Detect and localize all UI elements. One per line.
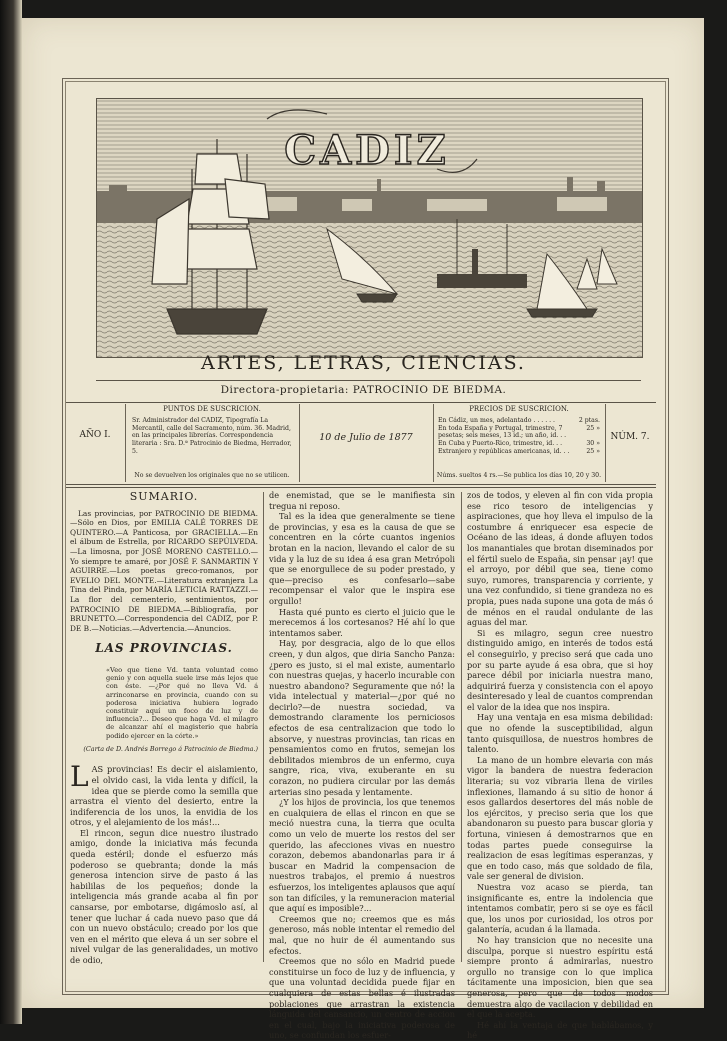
- precios-cell: [433, 404, 604, 482]
- column-rule: [263, 492, 264, 962]
- price-row: [438, 440, 600, 448]
- drop-cap: L: [70, 760, 89, 794]
- paragraph: Si es milagro, segun cree nuestro distinguido amigo, en interés de todos está el conseguirlo, y preciso será que cada uno por su parte ayude á esa obra, que si hoy parece débil por iniciarla nuestra mano, adquirirá fuerza y consistencia con el apoyo desinteresado y leal de cuantos comprendan el valor de la idea que nos inspira.: [467, 627, 653, 712]
- price-row: [438, 425, 600, 441]
- price-value: 25 »: [586, 424, 600, 432]
- paragraph: de enemistad, que se le manifiesta sin tregua ni reposo.: [269, 490, 455, 511]
- paragraph: AS provincias! Es decir el aislamiento, el olvido casi, la vida lenta y difícil, la idea que se pierde como la semilla que arrastra el viento del desierto, entre la indiferencia de los unos, la envidia de los otros, y el alejamiento de los más!...: [70, 764, 258, 828]
- info-bar: [67, 404, 653, 482]
- price-row: [438, 448, 600, 456]
- paragraph: Hay una ventaja en esa misma debilidad: que no ofende la susceptibilidad, algun tanto quisquillosa, de nuestros hombres de talento.: [467, 712, 653, 755]
- price-label: Extranjero y repúblicas americanas, id. . .: [438, 447, 570, 455]
- column-2: [269, 490, 455, 1041]
- book-spine: [0, 0, 22, 1024]
- sumario-title: SUMARIO.: [129, 490, 199, 503]
- price-label: En Cádiz, un mes, adelantado . . . . . .: [438, 416, 556, 424]
- precios-list: [434, 417, 604, 456]
- price-value: 25 »: [586, 447, 600, 455]
- paragraph: Nuestra voz acaso se pierda, tan insignificante es, entre la indolencia que intentamos combatir, pero si se oye es fácil que, los unos por curiosidad, los otros por galantería, acudan á la llamada.: [467, 881, 653, 935]
- paragraph: Hé ahí la ventaja de que hablábamos, y hé: [467, 1019, 653, 1041]
- paragraph: zos de todos, y eleven al fin con vida propia ese rico tesoro de inteligencias y aspiraciones, que hoy lleva el impulso de la costumbre á enriquecer esa especie de Océano de las ideas, á donde afluyen todos los manantiales que brotan diseminados por el fértil suelo de España, sin pensar ¡ay! que el arroyo, por débil que sea, tiene como suyo, rumores, transparencia y corriente, y una vez confundido, si tiene grandeza no es propia, pues nada supone una gota de más ó de ménos en el raudal ondulante de las aguas del mar.: [467, 490, 653, 628]
- epigraph-signature: (Carta de D. Andrés Borrego á Patrocinio de Biedma.): [83, 744, 258, 753]
- column-1: [70, 490, 258, 966]
- number-cell: [605, 404, 654, 482]
- sumario-text: Las provincias, por PATROCINIO DE BIEDMA.—Sólo en Dios, por EMILIA CALÉ TORRES DE QUINTERO.—A Panticosa, por GRACIELLA.—En el álbum de Estrella, por RICARDO SEPÚLVEDA.—La limosna, por JOSÉ MORENO CASTELLO.—Yo siempre te amaré, por JOSÉ F. SANMARTIN Y AGUIRRE.—Los poetas greco-romanos, por EVELIO DEL MONTE.—Literatura extranjera La Tina del Pinda, por MARÍA LETICIA RATTAZZI.—La flor del cementerio, sentimientos, por PATROCINIO DE BIEDMA.—Bibliografía, por BRUNETTO.—Correspondencia del CADIZ, por P. DE B.—Noticias.—Advertencia.—Anuncios.: [70, 508, 258, 633]
- price-label: En toda España y Portugal, trimestre, 7 pesetas; seis meses, 13 id.; un año, id. . .: [438, 424, 567, 440]
- paragraph: Hasta qué punto es cierto el juicio que le merecemos á los cortesanos? Hé ahí lo que intentamos saber.: [269, 606, 455, 638]
- masthead-engraving: [96, 98, 643, 358]
- motto: ARTES, LETRAS, CIENCIAS.: [201, 352, 526, 374]
- column-rule: [461, 492, 462, 962]
- numeros-note: Núms. sueltos 4 rs.—Se publica los días 10, 20 y 30.: [436, 472, 602, 480]
- epigraph: «Veo que tiene Vd. tanta voluntad como genio y con aquella suele irse más lejos que con éste. —¿Por qué no lleva Vd. á arrinconarse en provincia, cuando con su poderosa iniciativa hubiera logrado constituir aquí un foco de luz y de influencia?... Deseo que haga Vd. el milagro de alcanzar ahí el magisterio que habría podido ejercer en la córte.»: [106, 665, 258, 740]
- director-line: Directora-propietaria: PATROCINIO DE BIEDMA.: [220, 384, 507, 396]
- price-value: 2 ptas.: [578, 416, 600, 424]
- rule: [96, 380, 641, 381]
- paragraph: El rincon, segun dice nuestro ilustrado amigo, donde la iniciativa más fecunda queda estéril; donde el esfuerzo más poderoso se quebranta; donde la más generosa intencion sirve de pasto á las habililas de los pequeños; donde la inteligencia más grande acaba al fin por cansarse, por embotarse, digámoslo así, al tener que luchar á cada nuevo paso que dá con un nuevo obstáculo; creado por los que ven en el mérito que eleva á un ser sobre el nivel vulgar de las generalidades, un motivo de odio,: [70, 827, 258, 966]
- paragraph: Creemos que no; creemos que es más generoso, más noble intentar el remedio del mal, que no huir de él aumentando sus efectos.: [269, 913, 455, 956]
- rule: [66, 484, 656, 485]
- column-3: [467, 490, 653, 1041]
- issue-number: NÚM. 7.: [610, 432, 650, 442]
- paragraph: Hay, por desgracia, algo de lo que ellos creen, y dun algos, que diria Sancho Panza: ¿pero es justo, si el mal existe, aumentarlo con nuestras quejas, y hacerlo incurable con nuestro abandono? Seguramente que nó! la vida intelectual y material—¿por qué no decirlo?—de nuestra sociedad, va demostrando claramente los perniciosos efectos de esa centralizacion que todo lo absorve, y nuestras provincias, tan ricas en pensamientos como en frutos, semejan los debilitados miembros de un enfermo, cuya sangre, rica, viva, exuberante en su corazon, no pudiera circular por las demás arterias sino pesada y lentamente.: [269, 638, 455, 797]
- price-row: [438, 417, 600, 425]
- rule: [66, 402, 656, 403]
- suscripcion-title: PUNTOS DE SUSCRICION.: [163, 405, 261, 413]
- date-cell: [299, 404, 432, 482]
- rule: [66, 487, 656, 488]
- price-label: En Cuba y Puerto-Rico, trimestre, id. . .: [438, 440, 563, 448]
- issue-date: 10 de Julio de 1877: [319, 432, 413, 443]
- article-heading: LAS PROVINCIAS.: [95, 641, 233, 656]
- year-label: AÑO I.: [79, 430, 111, 440]
- paragraph: La mano de un hombre elevaria con más vigor la bandera de nuestra federacion literaria; su voz vibraria llena de viriles inflexiones, llamando á su sitio de honor á esos gallardos desertores del más noble de los ejércitos, y preciso seria que los que abandonaron su puesto para buscar gloria y fortuna, viniesen á demostrarnos que en todas partes puede conseguirse la realizacion de esas legítimas esperanzas, y que en todo caso, más que soldado de fila, vale ser general de division.: [467, 754, 653, 882]
- paragraph: Creemos que no sólo en Madrid puede constituirse un foco de luz y de influencia, y que una voluntad decidida puede fijar en cualquiera de estas bellas é ilustradas poblaciones que arrastran la existencia lánguida del cansancio, un centro de accion en el cual, bajo la iniciativa poderosa de uno, se confundan los esfuer-: [269, 956, 455, 1041]
- price-value: 30 »: [586, 440, 600, 448]
- masthead-title: CADIZ: [284, 127, 450, 174]
- paragraph: ¿Y los hijos de provincia, los que tenemos en cualquiera de ellas el rincon en que se meció nuestra cuna, la tierra que oculta como un velo de muerte los restos del ser querido, las afecciones vivas en nuestro corazon, debemos abandonarlas para ir á buscar en Madrid la compensacion de nuestros trabajos, el premio á nuestros esfuerzos, los inteligentes aplausos que aquí son tan difíciles, y la remuneracion material que aquí es imposible?...: [269, 797, 455, 914]
- precios-title: PRECIOS DE SUSCRICION.: [469, 405, 569, 413]
- originales-note: No se devuelven los originales que no se utilicen.: [134, 472, 290, 480]
- paragraph: No hay transicion que no necesite una disculpa, porque si nuestro espíritu está siempre pronto á admirarlas, nuestro orgullo no transige con lo que implica tácitamente una imposicion, bien que sea generosa, pero que de todos modos demuestra algo de vacilacion y debilidad en el que la acepta.: [467, 934, 653, 1020]
- suscripcion-cell: [125, 404, 298, 482]
- suscripcion-text: Sr. Administrador del CADIZ, Tipografía La Mercantil, calle del Sacramento, núm. 36. Madrid, en las principales librerías. Correspondencia literaria : Sra. D.ª Patrocinio de Biedma, Herrador, 5.: [132, 416, 292, 455]
- paragraph: Tal es la idea que generalmente se tiene de provincias, y esa es la causa de que se concentren en la córte cuantos ingenios brotan en la nacion, llevando el calor de su vida y la luz de su idea á esa gran Metrópoli que se enorgullece de su poder prestado, y que—preciso es confesarlo—sabe recompensar el valor que le inspira ese orgullo!: [269, 511, 455, 606]
